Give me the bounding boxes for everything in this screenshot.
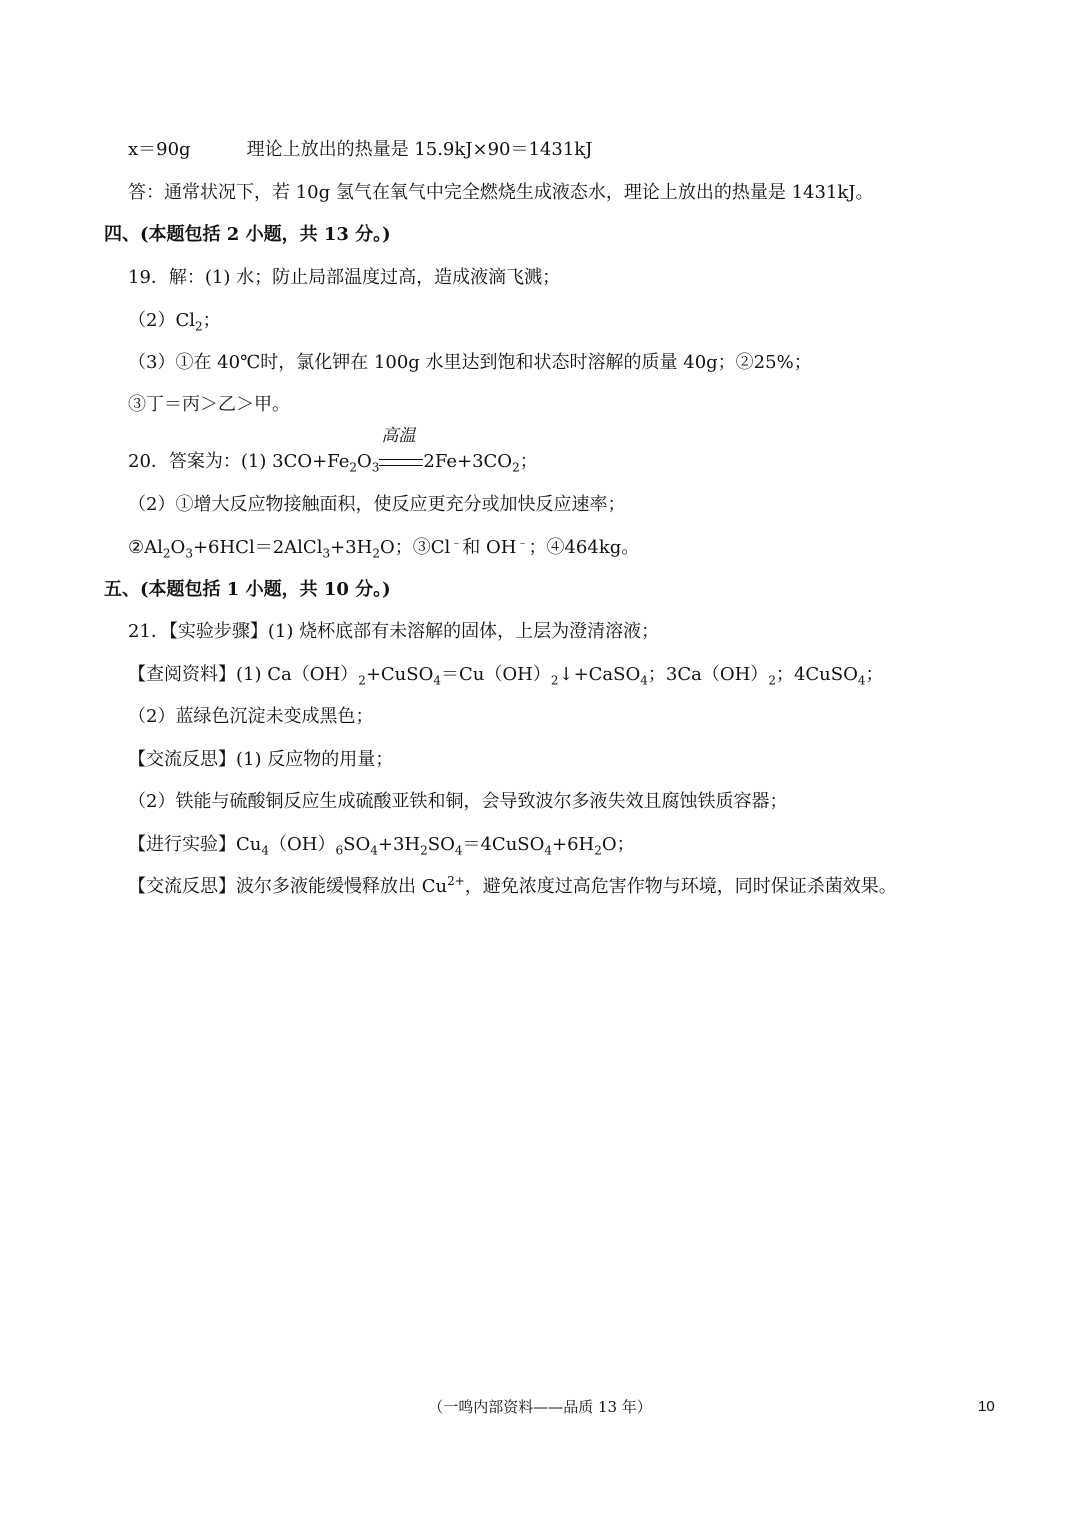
q21-line-7: 【交流反思】波尔多液能缓慢释放出 $Cu^{2+}$，避免浓度过高危害作物与环境，同时保证杀菌效果。: [128, 874, 897, 897]
q21-line-2: 【查阅资料】(1) $Ca(OH)_2+CuSO_4=Cu(OH)_2↓+CaSO_4$；$3Ca(OH)_2$；4CuSO$_4$；: [128, 664, 884, 688]
page-number: 10: [978, 1398, 995, 1415]
q21-line-1: 21．【实验步骤】(1) 烧杯底部有未溶解的固体，上层为澄清溶液；: [128, 621, 660, 642]
section-5-heading: 五、(本题包括 1 小题，共 10 分。): [104, 579, 391, 600]
q20-equation-line: 20．答案为：(1) $3CO+Fe_2O_3$ 高温 $2Fe+3CO_2$；: [128, 426, 538, 475]
condition-label: 高温: [381, 426, 416, 446]
q19-line-1: 19．解：(1) 水；防止局部温度过高，造成液滴飞溅；: [128, 267, 561, 288]
reaction-condition: [379, 426, 423, 474]
heat-calc: 理论上放出的热量是 15.9kJ×90＝1431kJ: [246, 139, 593, 160]
equals-sign: [379, 459, 423, 466]
q19-line-2: $(2)Cl_2$；: [128, 310, 221, 334]
q21-line-5: （2）铁能与硫酸铜反应生成硫酸亚铁和铜，会导致波尔多液失效且腐蚀铁质容器；: [128, 791, 788, 812]
q19-line-3: （3）①在 40℃时，氯化钾在 100g 水里达到饱和状态时溶解的质量 40g；②25%；: [128, 352, 812, 373]
q21-line-4: 【交流反思】(1) 反应物的用量；: [128, 749, 394, 770]
x-value: x＝90g: [128, 139, 191, 160]
page-footer: （一鸣内部资料——品质 13 年）: [428, 1398, 652, 1416]
q19-line-4: ③丁＝丙＞乙＞甲。: [128, 394, 290, 415]
q21-line-6: 【进行实验】$Cu_4(OH)_6SO_4+3H_2SO_4=4CuSO_4+6H_2O$；: [128, 834, 635, 858]
calc-line: [128, 138, 592, 162]
answer-line: 答：通常状况下，若 10g 氢气在氧气中完全燃烧生成液态水，理论上放出的热量是 1431kJ。: [128, 182, 874, 203]
q21-line-3: （2）蓝绿色沉淀未变成黑色；: [128, 706, 374, 727]
q20-line-2: （2）①增大反应物接触面积，使反应更充分或加快反应速率；: [128, 494, 626, 515]
q20-line-3: $②Al_2O_3+6HCl=2AlCl_3+3H_2O$；③Cl﹣和 OH﹣；④464kg。: [128, 535, 640, 561]
section-4-heading: 四、(本题包括 2 小题，共 13 分。): [104, 224, 391, 245]
